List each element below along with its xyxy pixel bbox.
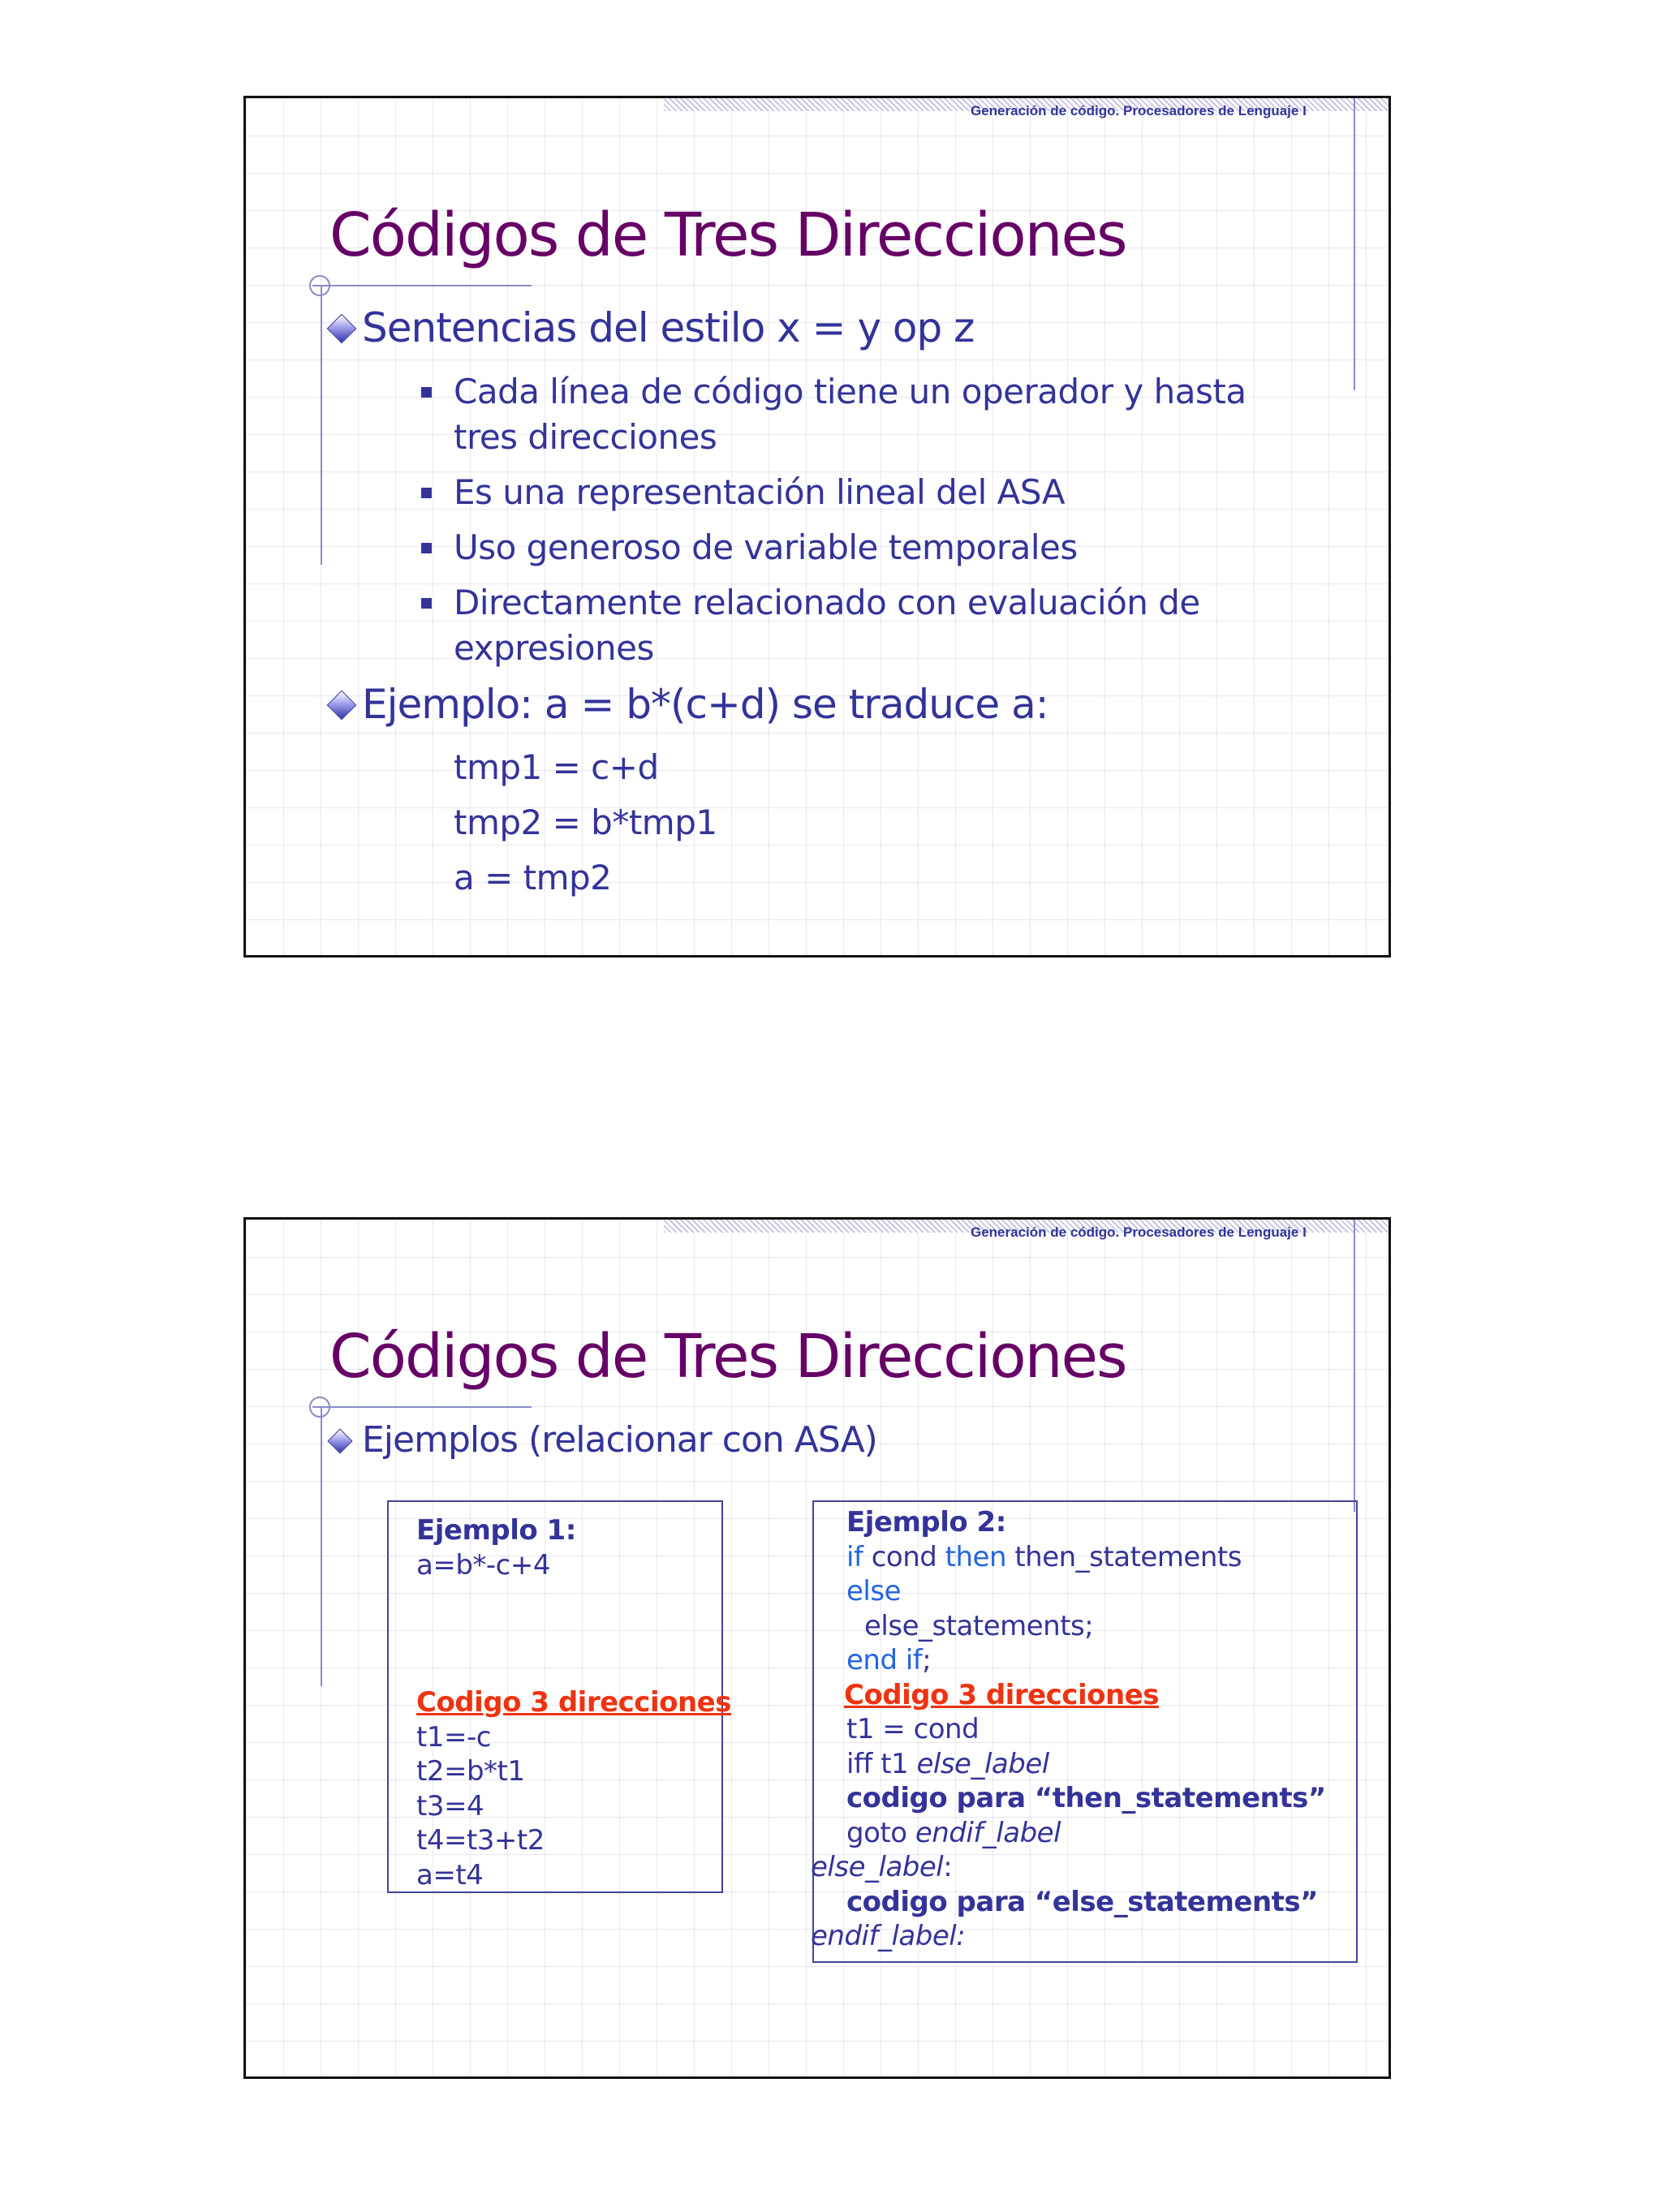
example-2-code-heading: Codigo 3 direcciones (844, 1678, 1159, 1711)
sub-bullet (454, 369, 1298, 460)
then-statements-text: then_statements (1006, 1540, 1242, 1573)
code-line: t4=t3+t2 (416, 1824, 545, 1857)
decor-line-left (321, 285, 322, 565)
endif-label-ref: endif_label (915, 1816, 1061, 1849)
code-line: a = tmp2 (454, 858, 612, 897)
else-label: else_label (811, 1851, 944, 1883)
sub-bullet (454, 525, 1298, 570)
then-code-line: codigo para “then_statements” (846, 1782, 1326, 1814)
example-1-text (416, 1513, 731, 1892)
code-line: t1 = cond (846, 1713, 980, 1745)
endif-label: endif_label: (811, 1920, 966, 1952)
bullet-text: Ejemplo: a = b*(c+d) se traduce a: (362, 681, 1048, 728)
else-label-line (811, 1850, 1326, 1885)
slide-2 (243, 1217, 1391, 2079)
bullet-text: Ejemplos (relacionar con ASA) (362, 1419, 877, 1461)
decor-hline (312, 1406, 532, 1408)
decor-line-left (321, 1406, 322, 1686)
keyword-then: then (945, 1540, 1007, 1573)
code-line: a=t4 (416, 1858, 484, 1891)
diamond-bullet-icon (327, 1428, 352, 1453)
goto-text: goto (846, 1816, 915, 1849)
code-line: t2=b*t1 (416, 1755, 525, 1788)
code-line: tmp1 = c+d (454, 747, 659, 787)
sub-text: Es una representación lineal del ASA (454, 472, 1066, 512)
keyword-if: if (846, 1540, 863, 1573)
decor-circle-icon (309, 1396, 330, 1418)
bullet-main-2 (362, 681, 1048, 728)
decor-hline (312, 285, 532, 286)
semicolon: ; (922, 1644, 932, 1676)
example-1-expr: a=b*-c+4 (416, 1548, 550, 1582)
slide-header: Generación de código. Procesadores de Lenguaje I (971, 103, 1307, 118)
else-statements-text: else_statements; (864, 1609, 1094, 1642)
diamond-bullet-icon (327, 691, 357, 721)
example-2-text (811, 1505, 1326, 1954)
code-line (846, 1816, 1326, 1851)
keyword-end-if: end if (846, 1644, 923, 1676)
sub-text: Cada línea de código tiene un operador y hasta tres direcciones (454, 372, 1246, 457)
code-line: t1=-c (416, 1720, 491, 1754)
example-2-heading: Ejemplo 2: (846, 1506, 1006, 1539)
code-line (846, 1747, 1326, 1782)
decor-line (1354, 98, 1355, 390)
sub-text: Uso generoso de variable temporales (454, 527, 1078, 567)
decor-line (1354, 1220, 1355, 1512)
code-line (846, 1540, 1326, 1575)
slide-header: Generación de código. Procesadores de Lenguaje I (971, 1224, 1307, 1240)
decor-circle-icon (309, 275, 330, 296)
sub-bullet (454, 580, 1298, 671)
diamond-bullet-icon (327, 314, 357, 344)
bullet-main-1 (362, 304, 974, 351)
cond-text: cond (863, 1540, 945, 1573)
example-1-code-heading: Codigo 3 direcciones (416, 1686, 731, 1719)
slide-title: Códigos de Tres Direcciones (329, 1322, 1126, 1392)
square-bullet-icon (421, 543, 432, 553)
square-bullet-icon (421, 488, 432, 498)
code-line: tmp2 = b*tmp1 (454, 803, 717, 842)
sub-bullet (454, 470, 1298, 515)
code-line: t3=4 (416, 1789, 484, 1823)
else-label-ref: else_label (916, 1747, 1049, 1780)
square-bullet-icon (421, 598, 432, 609)
code-line (846, 1643, 1326, 1678)
colon: : (943, 1851, 953, 1883)
square-bullet-icon (421, 387, 432, 398)
iff-text: iff t1 (846, 1747, 917, 1780)
slide-title: Códigos de Tres Direcciones (329, 200, 1126, 270)
example-1-heading: Ejemplo 1: (416, 1514, 576, 1547)
bullet-main-1 (362, 1419, 877, 1461)
sub-text: Directamente relacionado con evaluación de expresiones (454, 583, 1200, 668)
slide-1 (243, 96, 1391, 958)
bullet-text: Sentencias del estilo x = y op z (362, 304, 975, 351)
else-code-line: codigo para “else_statements” (846, 1885, 1318, 1918)
keyword-else: else (846, 1575, 901, 1607)
